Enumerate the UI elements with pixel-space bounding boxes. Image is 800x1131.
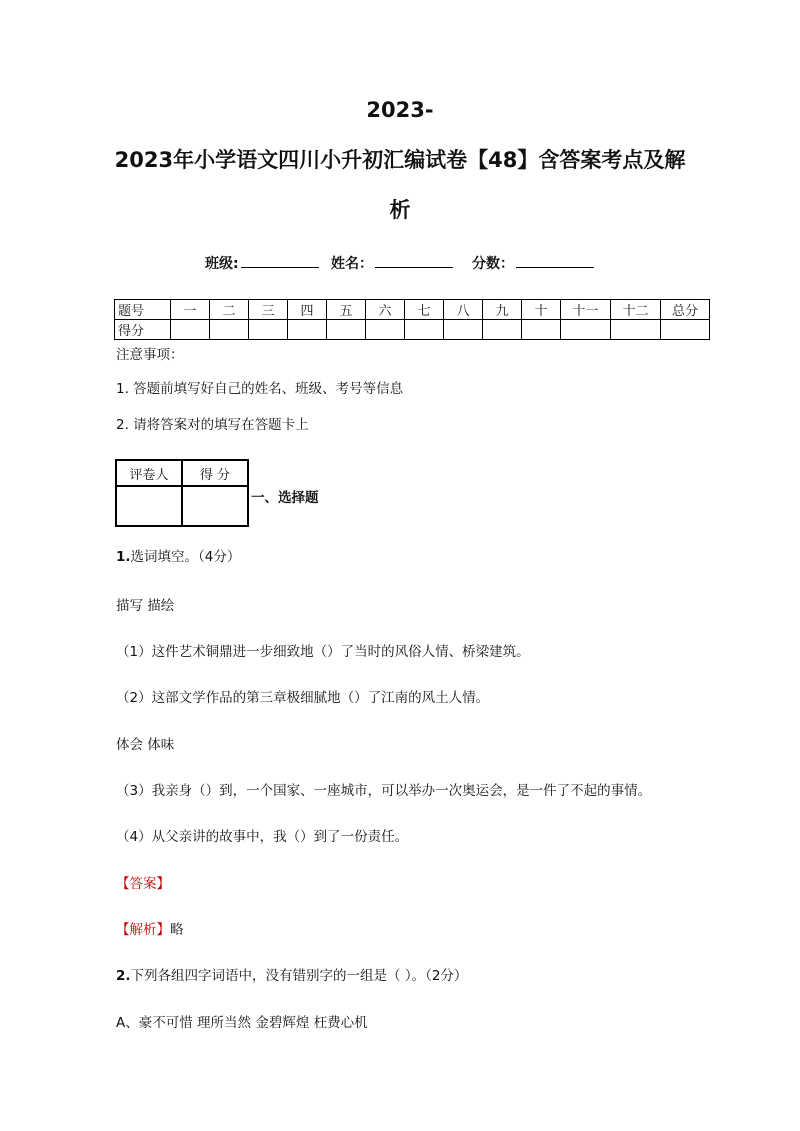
title-line-1: 2023- [366,98,434,122]
score-col: 五 [327,300,366,320]
score-blank[interactable] [516,253,594,268]
score-col-label: 得 分 [182,460,248,486]
name-blank[interactable] [375,253,453,268]
grader-table [115,459,249,527]
score-field [472,253,594,273]
sentence-1: （1）这件艺术铜鼎进一步细致地（）了当时的风俗人情、桥梁建筑。 [116,644,530,660]
score-cell[interactable] [522,320,561,340]
analysis-tag: 【解析】 [116,922,170,938]
class-blank[interactable] [241,253,319,268]
score-col: 十二 [611,300,661,320]
sentence-2: （2）这部文学作品的第三章极细腻地（）了江南的风土人情。 [116,690,490,706]
score-cell[interactable] [171,320,210,340]
title-line-3: 析 [389,198,411,222]
score-col: 九 [483,300,522,320]
score-col: 六 [366,300,405,320]
question-2-number: 2. [116,968,131,984]
score-table-row-label: 得分 [115,320,171,340]
score-cell[interactable] [182,486,248,526]
notes-item-1: 1. 答题前填写好自己的姓名、班级、考号等信息 [116,381,404,397]
score-table-score-row [115,320,710,340]
answer-tag: 【答案】 [116,876,170,892]
score-col: 八 [444,300,483,320]
notes-heading: 注意事项： [116,347,184,363]
score-cell[interactable] [210,320,249,340]
score-table [114,299,710,340]
grader-input-row [116,486,248,526]
score-col: 二 [210,300,249,320]
score-cell[interactable] [327,320,366,340]
option-a: A、豪不可惜 理所当然 金碧辉煌 枉费心机 [116,1015,368,1031]
score-cell[interactable] [661,320,710,340]
notes-item-2: 2. 请将答案对的填写在答题卡上 [116,417,309,433]
score-cell[interactable] [483,320,522,340]
word-group-2: 体会 体味 [116,737,175,753]
class-label: 班级: [205,256,239,272]
class-field [205,253,319,273]
score-col: 十一 [561,300,611,320]
score-cell[interactable] [405,320,444,340]
grader-col-label: 评卷人 [116,460,182,486]
question-2-text: 下列各组四字词语中，没有错别字的一组是（ ）。（2分） [130,968,468,984]
score-col: 总分 [661,300,710,320]
score-col: 三 [249,300,288,320]
score-cell[interactable] [611,320,661,340]
question-1 [116,545,240,565]
word-group-1: 描写 描绘 [116,598,175,614]
sentence-4: （4）从父亲讲的故事中，我（）到了一份责任。 [116,829,409,845]
score-col: 七 [405,300,444,320]
title-line-2: 2023年小学语文四川小升初汇编试卷【48】含答案考点及解 [114,148,686,172]
section-title: 一、选择题 [251,490,319,506]
score-col: 一 [171,300,210,320]
question-1-number: 1. [116,549,131,565]
grader-header-row [116,460,248,486]
name-label: 姓名： [331,256,373,272]
score-table-header-label: 题号 [115,300,171,320]
analysis-text: 略 [170,922,184,938]
question-1-text: 选词填空。（4分） [130,549,241,565]
score-cell[interactable] [561,320,611,340]
question-2 [116,964,467,984]
sentence-3: （3）我亲身（）到，一个国家、一座城市，可以举办一次奥运会，是一件了不起的事情。 [116,783,652,799]
score-cell[interactable] [366,320,405,340]
score-cell[interactable] [249,320,288,340]
score-col: 十 [522,300,561,320]
grader-cell[interactable] [116,486,182,526]
score-label: 分数： [472,256,514,272]
score-cell[interactable] [444,320,483,340]
score-table-header-row [115,300,710,320]
name-field [331,253,453,273]
score-cell[interactable] [288,320,327,340]
analysis [116,918,184,938]
score-col: 四 [288,300,327,320]
